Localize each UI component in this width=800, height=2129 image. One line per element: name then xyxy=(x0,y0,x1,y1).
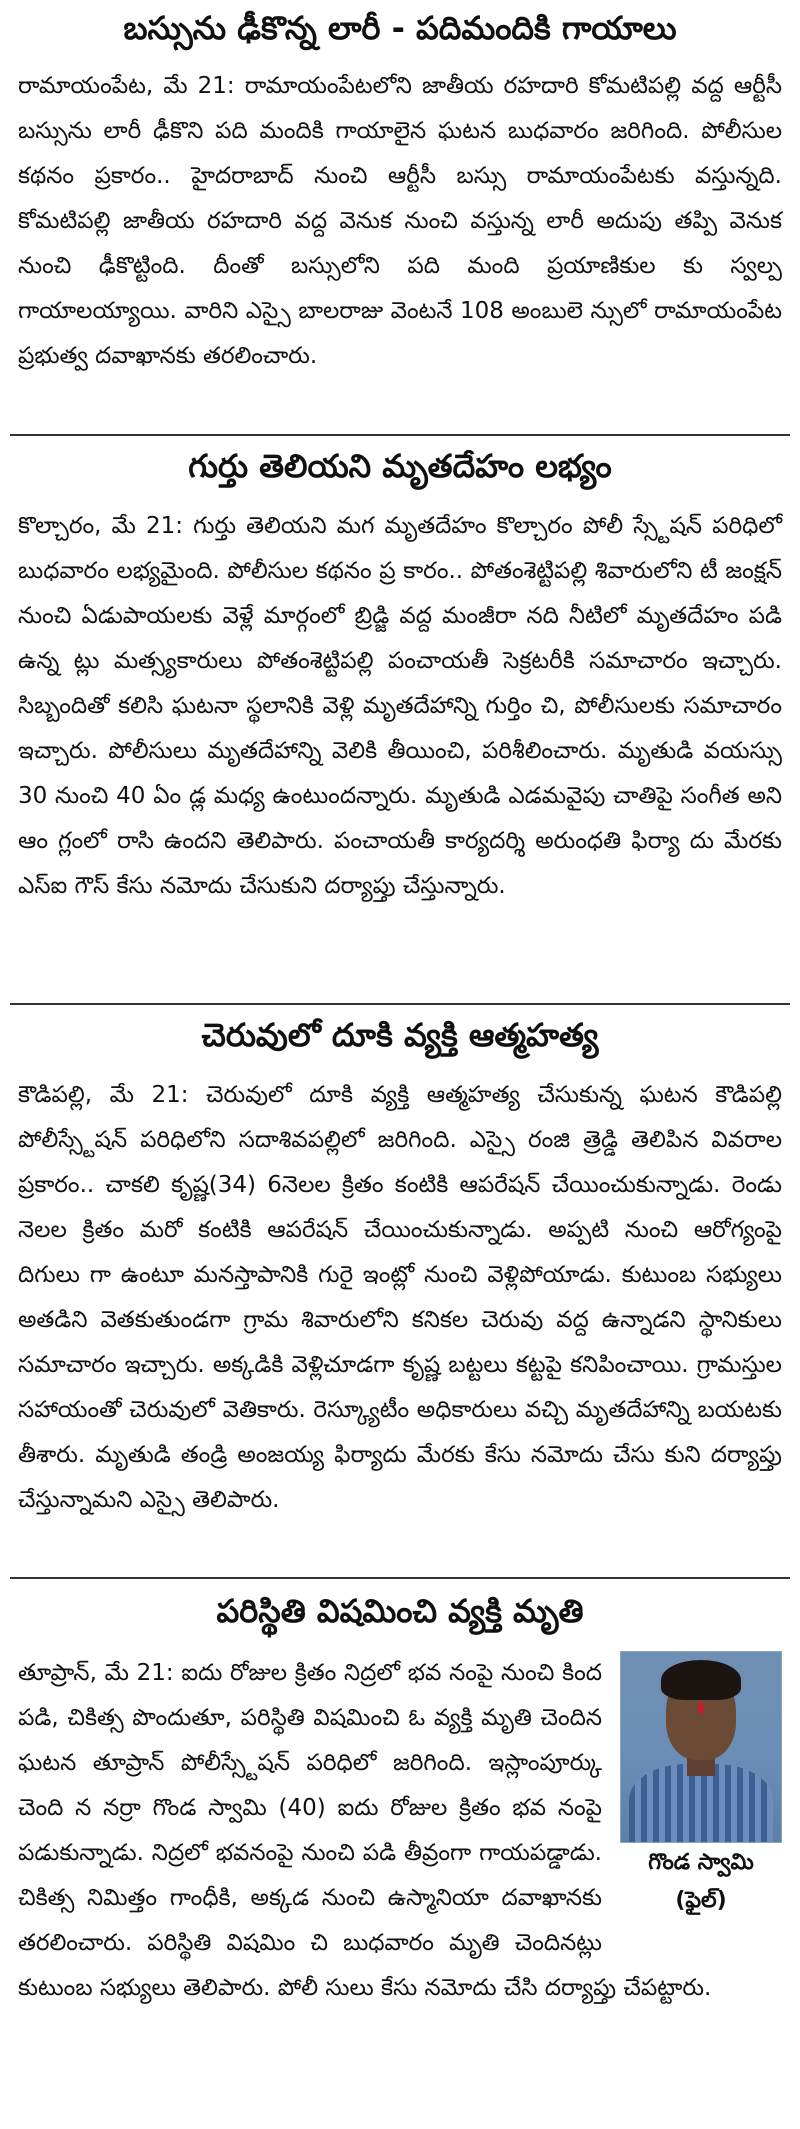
photo-tilak xyxy=(698,1702,704,1714)
article-body: కొల్చారం, మే 21: గుర్తు తెలియని మగ మృతదేహం కొల్చారం పోలీ స్స్టేషన్ పరిధిలో బుధవారం లభ్యమైంది. పోలీసుల కథనం ప్ర కారం.. పోతంశెట్టిపల్లి శివారులోని టీ జంక్షన్ నుంచి ఏడుపాయలకు వెళ్లే మార్గంలో బ్రిడ్జి వద్ద మంజీరా నది నీటిలో మృతదేహం పడి ఉన్న ట్లు మత్స్యకారులు పోతంశెట్టిపల్లి పంచాయతీ సెక్రటరీకి సమాచారం ఇచ్చారు. సిబ్బందితో కలిసి ఘటనా స్థలానికి వెళ్లి మృతదేహాన్ని గుర్తిం చి, పోలీసులకు సమాచారం ఇచ్చారు. పోలీసులు మృతదేహాన్ని వెలికి తీయించి, పరిశీలించారు. మృతుడి వయస్సు 30 నుంచి 40 ఏం డ్ల మధ్య ఉంటుందన్నారు. మృతుడి ఎడమవైపు చాతిపై సంగీత అని ఆం గ్లంలో రాసి ఉందని తెలిపారు. పంచాయతీ కార్యదర్శి అరుంధతి ఫిర్యా దు మేరకు ఎస్ఐ గౌస్ కేసు నమోదు చేసుకుని దర్యాప్తు చేస్తున్నారు. xyxy=(18,513,782,899)
divider xyxy=(10,1577,790,1579)
article-headline: గుర్తు తెలియని మృతదేహం లభ్యం xyxy=(188,447,612,485)
photo-caption: గొండ స్వామి xyxy=(648,1850,754,1875)
article-headline: చెరువులో దూకి వ్యక్తి ఆత్మహత్య xyxy=(201,1016,599,1054)
article-headline: బస్సును ఢీకొన్న లారీ - పదిమందికి గాయాలు xyxy=(123,9,677,47)
photo-file-label: (ఫైల్) xyxy=(675,1888,727,1913)
article-body: రామాయంపేట, మే 21: రామాయంపేటలోని జాతీయ రహదారి కోమటిపల్లి వద్ద ఆర్టీసీ బస్సును లారీ ఢీకొని పది మందికి గాయాలైన ఘటన బుధవారం జరిగింది. పోలీసుల కథనం ప్రకారం.. హైదరాబాద్ నుంచి ఆర్టీసీ బస్సు రామాయంపేటకు వస్తున్నది. కోమటిపల్లి జాతీయ రహదారి వద్ద వెనుక నుంచి వస్తున్న లారీ అదుపు తప్పి వెనుక నుంచి ఢీకొట్టింది. దీంతో బస్సులోని పది మంది ప్రయాణికుల కు స్వల్ప గాయాలయ్యాయి. వారిని ఎస్సై బాలరాజు వెంటనే 108 అంబులె న్సులో రామాయంపేట ప్రభుత్వ దవాఖానకు తరలించారు. xyxy=(18,73,782,369)
article-body: తూప్రాన్, మే 21: ఐదు రోజుల క్రితం నిద్రలో భవ నంపై నుంచి కింద పడి, చికిత్స పొందుతూ, పరిస్థితి విషమించి ఓ వ్యక్తి మృతి చెందిన ఘటన తూప్రాన్ పోలీస్స్టేషన్ పరిధిలో జరిగింది. ఇస్లాంపూర్కు చెంది న నర్రా గొండ స్వామి (40) ఐదు రోజుల క్రితం భవ నంపై పడుకున్నాడు. నిద్రలో భవనంపై నుంచి పడి తీవ్రంగా గాయపడ్డాడు. చికిత్స నిమిత్తం గాంధీకి, అక్కడ నుంచి ఉస్మానియా దవాఖానకు తరలించారు. పరిస్థితి విషమిం చి బుధవారం మృతి చెందినట్లు కుటుంబ సభ్యులు తెలిపారు. పోలీ సులు కేసు నమోదు చేసి దర్యాప్తు చేపట్టారు. xyxy=(18,1660,712,2001)
article-unidentified-body xyxy=(0,444,800,999)
article-headline: పరిస్థితి విషమించి వ్యక్తి మృతి xyxy=(216,1592,584,1630)
article-body: కౌడిపల్లి, మే 21: చెరువులో దూకి వ్యక్తి ఆత్మహత్య చేసుకున్న ఘటన కౌడిపల్లి పోలీస్స్టేషన్ పరిధిలోని సదాశివపల్లిలో జరిగింది. ఎస్సై రంజి త్రెడ్డి తెలిపిన వివరాల ప్రకారం.. చాకలి కృష్ణ(34) 6నెలల క్రితం కంటికి ఆపరేషన్ చేయించుకున్నాడు. రెండు నెలల క్రితం మరో కంటికి ఆపరేషన్ చేయించుకున్నాడు. అప్పటి నుంచి ఆరోగ్యంపై దిగులు గా ఉంటూ మనస్తాపానికి గురై ఇంట్లో నుంచి వెళ్లిపోయాడు. కుటుంబ సభ్యులు అతడిని వెతకుతుండగా గ్రామ శివారులోని కనికల చెరువు వద్ద ఉన్నాడని స్థానికులు సమాచారం ఇచ్చారు. అక్కడికి వెళ్లిచూడగా కృష్ణ బట్టలు కట్టపై కనిపించాయి. గ్రామస్తుల సహాయంతో చెరువులో వెతికారు. రెస్క్యూటీం అధికారులు వచ్చి మృతదేహాన్ని బయటకు తీశారు. మృతుడి తండ్రి అంజయ్య ఫిర్యాదు మేరకు కేసు నమోదు చేసు కుని దర్యాప్తు చేస్తున్నామని ఎస్సై తెలిపారు. xyxy=(18,1082,782,1513)
victim-photo xyxy=(620,1651,782,1843)
divider xyxy=(10,434,790,436)
photo-box xyxy=(620,1651,782,1919)
article-bus-accident xyxy=(0,0,800,430)
article-lake-suicide xyxy=(0,1013,800,1573)
article-fall-death xyxy=(0,1589,800,2129)
photo-hair xyxy=(661,1660,741,1700)
divider xyxy=(10,1003,790,1005)
